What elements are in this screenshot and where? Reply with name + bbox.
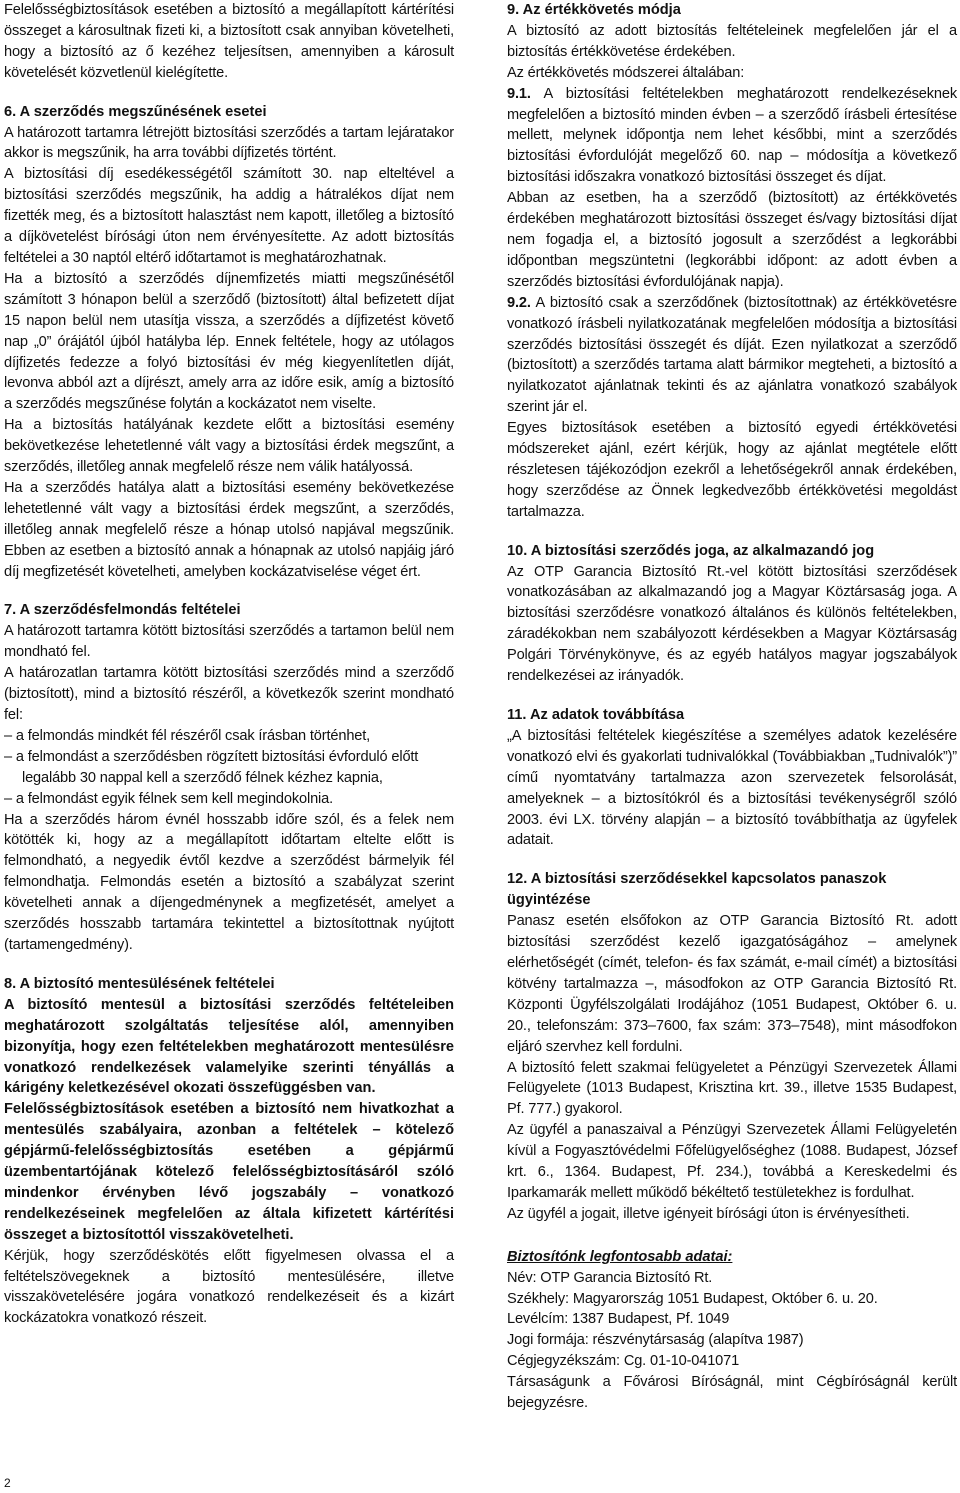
section-7-paragraph-3: Ha a szerződés három évnél hosszabb időre szól, és a felek nem kötötték ki, hogy az a megállapított időtartam eltelte előtt is felmondható, a negyedik évtől kezdve a szerződést bármelyik fél felmondhatja. Felmondás esetén a biztosító a szabályzat szerint követelheti annak a díjengedménynek a megfizetését, amelyet a szerződés hosszabb tartamára tekintettel a biztosítottnak nyújtott (tartamengedmény). [4, 811, 454, 953]
company-seat-line: Székhely: Magyarország 1051 Budapest, Október 6. u. 20. [507, 1290, 878, 1307]
left-column [4, 0, 454, 1329]
section-9-paragraph-2: Az értékkövetés módszerei általában: [507, 64, 745, 81]
section-6-paragraph-1: A határozott tartamra létrejött biztosítási szerződés a tartam lejáratakor akkor is megszűnik, ha arra további díjfizetés történt. [4, 124, 454, 162]
section-12-paragraph-1: Panasz esetén elsőfokon az OTP Garancia Biztosító Rt. adott biztosítási szerződést kezelő igazgatóságához – amelynek elérhetőségét (címét, telefon- és fax számát, e-mail címét) a biztosítási kötvény tartalmazza –, másodfokon az OTP Garancia Biztosító Rt. Központi Ügyfélszolgálati Irodájához (1051 Budapest, Október 6. u. 20., telefonszám: 373–7600, fax szám: 373–7548), mint másodfokon eljáró szervhez kell fordulni. [507, 913, 957, 1055]
section-6-paragraph-5: Ha a szerződés hatálya alatt a biztosítási esemény bekövetkezése lehetetlenné vált vagy a biztosítási érdek megszűnt, a szerződés, illetőleg annak megfelelő része a hónap utolsó napjával megszűnik. Ebben az esetben a biztosító annak a hónapnak az utolsó napjáig járó díj megfizetését követelheti, amelyben kockázatviselése véget ért. [4, 479, 454, 580]
section-6-paragraph-3: Ha a biztosító a szerződés díjnemfizetés miatti megszűnésétől számított 3 hónapon belül a szerződő (biztosított) által befizetett díjat 15 napon belül nem utasítja vissza, a szerződés a díjfizetést követő nap „0” órájától újból hatályba lép. Ennek feltétele, hogy az utólagos díjfizetés fedezze a folyó biztosítási év még kiegyenlítetlen díját, levonva abból azt a díjrészt, amely arra az időre esik, amíg a biztosító a szerződés megszűnése folytán a kockázatot nem viselte. [4, 270, 454, 413]
intro-paragraph: Felelősségbiztosítások esetében a biztosító a megállapított kártérítési összeget a károsultnak fizeti ki, a biztosított csak annyiban követelheti, hogy a biztosító az ő kezéhez teljesítsen, amennyiben a károsult követelését közvetlenül kielégítette. [4, 2, 454, 81]
section-9-2-number: 9.2. [507, 294, 531, 311]
section-6-heading: 6. A szerződés megszűnésének esetei [4, 103, 267, 120]
section-8-heading: 8. A biztosító mentesülésének feltételei [4, 975, 275, 992]
section-9-2-text: A biztosító csak a szerződőnek (biztosítottnak) az értékkövetésre vonatkozó írásbeli nyilatkozatának megfelelően módosítja a biztosítási szerződés biztosítási összegét és díját. Ezen nyilatkozat a szerződő (biztosított) a szerződés tartama alatt bármikor megteheti, a biztosító a nyilatkozatot ajánlatnak tekinti és az ajánlatra vonatkozó szabályok szerint jár el. [507, 294, 957, 416]
company-postal-line: Levélcím: 1387 Budapest, Pf. 1049 [507, 1311, 730, 1328]
section-7-heading: 7. A szerződésfelmondás feltételei [4, 602, 241, 619]
right-column [507, 0, 957, 1414]
section-8-bold-paragraph-1: A biztosító mentesül a biztosítási szerződés feltételeiben meghatározott szolgáltatás teljesítése alól, amennyiben bizonyítja, hogy ezen feltételekben meghatározott mentesülésre vonatkozó rendelkezések valamelyike szerinti tényállás a kárigény keletkezésével okozati összefüggésben van. [4, 996, 454, 1097]
section-7-paragraph-2: A határozatlan tartamra kötött biztosítási szerződés mind a szerződő (biztosított), mind a biztosító részéről, a következők szerint mondható fel: [4, 665, 454, 723]
section-9-1-paragraph [507, 84, 957, 189]
section-12-heading: 12. A biztosítási szerződésekkel kapcsolatos panaszok ügyintézése [507, 871, 887, 909]
section-7-dash-item-2: – a felmondást a szerződésben rögzített biztosítási évforduló előtt legalább 30 nappal kell a szerződő félnek kézhez kapnia, [4, 748, 419, 786]
section-10-paragraph: Az OTP Garancia Biztosító Rt.-vel kötött biztosítási szerződések vonatkozásában az alkalmazandó jog a Magyar Köztársaság joga. A biztosítási szerződésre vonatkozó általános és különös feltételekben, záradékokban nem szabályozott kérdésekben a Magyar Köztársaság Polgári Törvénykönyve, és az egyéb hatályos magyar jogszabályok rendelkezései az irányadók. [507, 563, 957, 685]
section-7-dash-item-3: – a felmondást egyik félnek sem kell megindokolnia. [4, 790, 333, 807]
company-info-heading: Biztosítónk legfontosabb adatai: [507, 1248, 733, 1265]
company-legal-form-line: Jogi formája: részvénytársaság (alapítva 1987) [507, 1332, 804, 1349]
section-9-1-text: A biztosítási feltételekben meghatározott rendelkezéseknek megfelelően a biztosító minden évben – a szerződő írásbeli értesítése mellett, melynek időpontja nem lehet későbbi, mint a szerződés biztosítási évfordulóját megelőző 60. nap – módosítja a következő biztosítási időszakra vonatkozó biztosítási összeget és díjat. [507, 85, 957, 186]
section-9-2-paragraph [507, 293, 957, 418]
section-7-paragraph-1: A határozott tartamra kötött biztosítási szerződés a tartamon belül nem mondható fel. [4, 623, 454, 661]
section-12-paragraph-4: Az ügyfél a jogait, illetve igényeit bírósági úton is érvényesítheti. [507, 1205, 910, 1222]
section-6-paragraph-4: Ha a biztosítás hatályának kezdete előtt a biztosítási esemény bekövetkezése lehetetlenné vált vagy a biztosítási érdek megszűnt, a szerződés, illetőleg annak megfelelő része nem válik hatályossá. [4, 417, 454, 476]
company-name-line: Név: OTP Garancia Biztosító Rt. [507, 1269, 713, 1286]
section-9-paragraph-6: Egyes biztosítások esetében a biztosító egyedi értékkövetési módszereket ajánl, ezért kérjük, hogy az ajánlat megtétele előtt részletesen tájékozódjon ezekről a lehetőségekről annak érdekében, hogy szerződése az Önnek legkedvezőbb értékkövetési megoldást tartalmazza. [507, 420, 957, 520]
company-court-line: Társaságunk a Fővárosi Bíróságnál, mint Cégbíróságnál került bejegyzésre. [507, 1374, 957, 1412]
section-8-bold-paragraph-2: Felelősségbiztosítások esetében a biztosító nem hivatkozhat a mentesülés szabályaira, azonban a feltételek – kötelező gépjármű-felelősségbiztosítás esetében a gépjármű üzembentartójának kötelező felelősségbiztosításáról szóló mindenkor érvényben lévő jogszabály – vonatkozó rendelkezéseinek megfelelően az általa kifizetett kártérítési összeget a biztosítottól visszakövetelheti. [4, 1101, 454, 1243]
section-9-paragraph-4: Abban az esetben, ha a szerződő (biztosított) az értékkövetés érdekében meghatározott biztosítási összeget és/vagy biztosítási díjat nem fogadja el, a biztosító jogosult a szerződést a legkorábbi időpontban megszüntetni (legkorábbi időpont: az adott évben a szerződés biztosítási évfordulójának napja). [507, 190, 957, 290]
section-12-paragraph-2: A biztosító felett szakmai felügyeletet a Pénzügyi Szervezetek Állami Felügyelete (1013 Budapest, Krisztina krt. 39., illetve 1535 Budapest, Pf. 777.) gyakorol. [507, 1059, 957, 1118]
section-9-heading: 9. Az értékkövetés módja [507, 2, 681, 18]
section-9-1-number: 9.1. [507, 85, 531, 102]
section-11-heading: 11. Az adatok továbbítása [507, 707, 685, 723]
section-10-heading: 10. A biztosítási szerződés joga, az alkalmazandó jog [507, 542, 875, 559]
section-9-paragraph-1: A biztosító az adott biztosítás feltételeinek megfelelően jár el a biztosítás értékkövetése érdekében. [507, 22, 957, 60]
page-number: 2 [4, 1476, 11, 1490]
company-registry-line: Cégjegyzékszám: Cg. 01-10-041071 [507, 1353, 740, 1370]
section-12-paragraph-3: Az ügyfél a panaszaival a Pénzügyi Szervezetek Állami Felügyeletén kívül a Fogyasztóvédelmi Főfelügyelőséghez (1088. Budapest, József krt. 6., 1364. Budapest, Pf. 234.), továbbá a Kereskedelmi és Iparkamarák mellett működő békéltető testületekhez is fordulhat. [507, 1122, 957, 1201]
section-7-dash-item-1: – a felmondás mindkét fél részéről csak írásban történhet, [4, 727, 371, 744]
section-11-paragraph: „A biztosítási feltételek kiegészítése a személyes adatok kezelésére vonatkozó elvi és gyakorlati tudnivalókkal (Továbbiakban „Tudnivalók”)” című nyomtatvány tartalmazza azon szervezetek felsorolását, amelyeknek – a biztosítókról és a biztosítási tevékenységről szóló 2003. évi LX. törvény alapján – a biztosító továbbíthatja az ügyfelek adatait. [507, 727, 957, 849]
section-8-paragraph: Kérjük, hogy szerződéskötés előtt figyelmesen olvassa el a feltételszövegeknek a biztosító mentesülésére, illetve visszakövetelésére jogára vonatkozó rendelkezéseit és a kizárt kockázatokra vonatkozó részeit. [4, 1247, 454, 1327]
section-6-paragraph-2: A biztosítási díj esedékességétől számított 30. nap elteltével a biztosítási szerződés megszűnik, ha addig a hátralékos díjat nem fizették meg, és a biztosított halasztást nem kapott, illetőleg a biztosító a díjkövetelést bírósági úton nem érvényesítette. Az adott biztosítás feltételei a 30 naptól eltérő időtartamot is meghatározhatnak. [4, 166, 454, 266]
